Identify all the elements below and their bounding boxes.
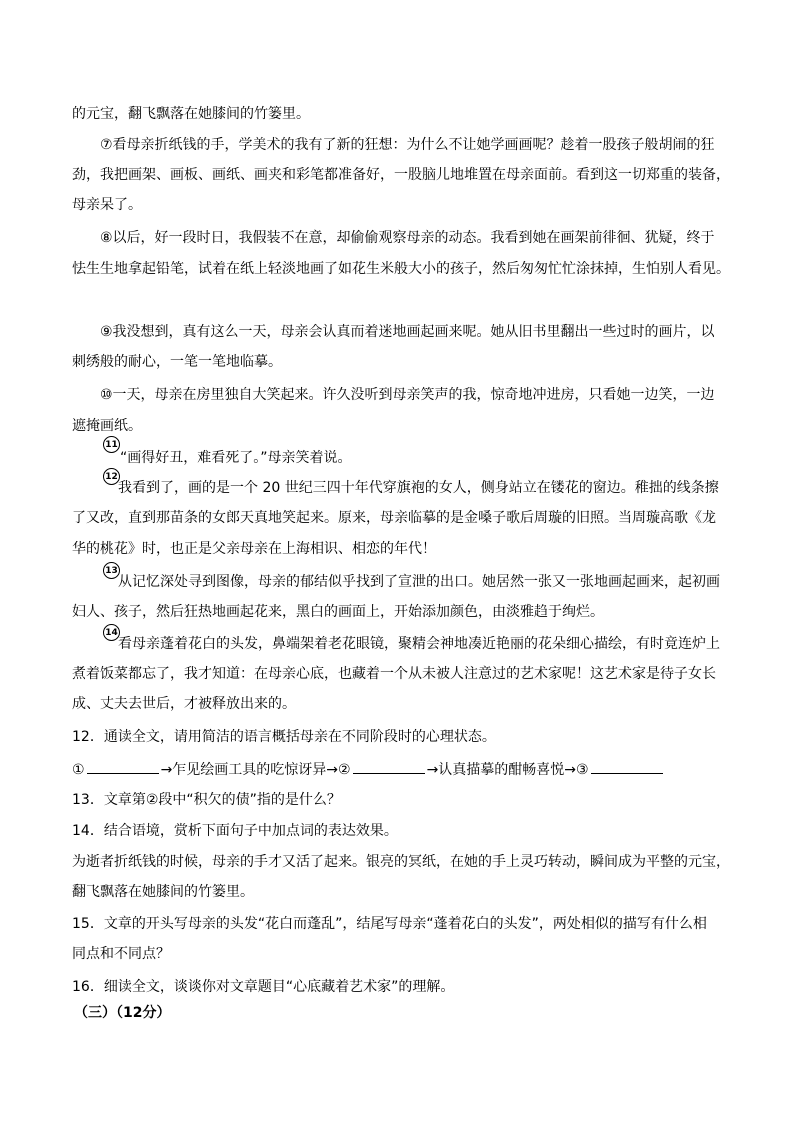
- quoted-sentence: 为逝者折纸钱的时候，母亲的手才又活了起来。银亮的冥纸，在她的手上灵巧转动，瞬间成为平整的元宝，: [72, 854, 730, 870]
- paragraph-marker-13: 13: [103, 562, 120, 579]
- text-line: 成、丈夫去世后，才被释放出来的。: [72, 696, 296, 712]
- paragraph-marker-11: 11: [103, 436, 120, 453]
- question-13: 13．文章第②段中“积欠的债”指的是什么？: [72, 792, 341, 808]
- section-heading: （三）（12分）: [74, 1005, 171, 1021]
- text-line: 翻飞飘落在她膝间的竹篓里。: [72, 884, 254, 900]
- paragraph-12: 我看到了，画的是一个 20 世纪三四十年代穿旗袍的女人，侧身站立在镂花的窗边。稚拙的线条擦: [118, 480, 719, 496]
- text-line: 母亲呆了。: [72, 197, 142, 213]
- question-15: 15．文章的开头写母亲的头发“花白而蓬乱”，结尾写母亲“蓬着花白的头发”，两处相似的描写有什么相: [72, 916, 707, 932]
- question-16: 16．细读全文，谈谈你对文章题目“心底藏着艺术家”的理解。: [72, 979, 455, 995]
- answer-blank-2[interactable]: [353, 759, 425, 774]
- answer-blank-3[interactable]: [591, 759, 663, 774]
- text-line: 刺绣般的耐心，一笔一笔地临摹。: [72, 354, 282, 370]
- text-line: 妇人、孩子，然后狂热地画起花来，黑白的画面上，开始添加颜色，由淡雅趋于绚烂。: [72, 604, 604, 620]
- text-line: 同点和不同点？: [72, 946, 170, 962]
- text-line: 的元宝，翻飞飘落在她膝间的竹篓里。: [72, 106, 310, 122]
- answer-text-1: →乍见绘画工具的吃惊讶异→②: [160, 762, 351, 778]
- text-line: 华的桃花》时，也正是父亲母亲在上海相识、相恋的年代！: [72, 541, 436, 557]
- answer-blank-1[interactable]: [87, 759, 159, 774]
- paragraph-7: ⑦看母亲折纸钱的手，学美术的我有了新的狂想：为什么不让她学画画呢？趁着一股孩子般胡闹的狂: [100, 137, 715, 153]
- paragraph-13: 从记忆深处寻到图像，母亲的郁结似乎找到了宣泄的出口。她居然一张又一张地画起画来，起初画: [118, 574, 720, 590]
- circled-number-1: ①: [72, 762, 85, 778]
- paragraph-marker-12: 12: [103, 468, 120, 485]
- paragraph-8: ⑧以后，好一段时日，我假装不在意，却偷偷观察母亲的动态。我看到她在画架前徘徊、犹疑，终于: [100, 230, 715, 246]
- question-12: 12．通读全文，请用简洁的语言概括母亲在不同阶段时的心理状态。: [72, 729, 496, 745]
- paragraph-9: ⑨我没想到，真有这么一天，母亲会认真而着迷地画起画来呢。她从旧书里翻出一些过时的画片，以: [100, 324, 715, 340]
- text-line: 遮掩画纸。: [72, 418, 142, 434]
- paragraph-14: 看母亲蓬着花白的头发，鼻端架着老花眼镜，聚精会神地凑近艳丽的花朵细心描绘，有时竟连炉上: [118, 636, 720, 652]
- paragraph-marker-14: 14: [103, 624, 120, 641]
- text-line: 怯生生地拿起铅笔，试着在纸上轻淡地画了如花生米般大小的孩子，然后匆匆忙忙涂抹掉，生怕别人看见。: [72, 261, 730, 277]
- question-12-answer-line: [72, 759, 665, 779]
- question-14: 14．结合语境，赏析下面句子中加点词的表达效果。: [72, 823, 398, 839]
- text-line: 煮着饭菜都忘了，我才知道：在母亲心底，也藏着一个从未被人注意过的艺术家呢！这艺术家是待子女长: [72, 666, 716, 682]
- answer-text-2: →认真描摹的酣畅喜悦→③: [426, 762, 589, 778]
- text-line: 了又改，直到那苗条的女郎天真地笑起来。原来，母亲临摹的是金嗓子歌后周璇的旧照。当周璇高歌《龙: [72, 510, 716, 526]
- text-line: 劲，我把画架、画板、画纸、画夹和彩笔都准备好，一股脑儿地堆置在母亲面前。看到这一切郑重的装备，: [72, 167, 730, 183]
- paragraph-11: “画得好丑，难看死了。”母亲笑着说。: [120, 450, 352, 466]
- paragraph-10: ⑩一天，母亲在房里独自大笑起来。许久没听到母亲笑声的我，惊奇地冲进房，只看她一边笑，一边: [100, 387, 715, 403]
